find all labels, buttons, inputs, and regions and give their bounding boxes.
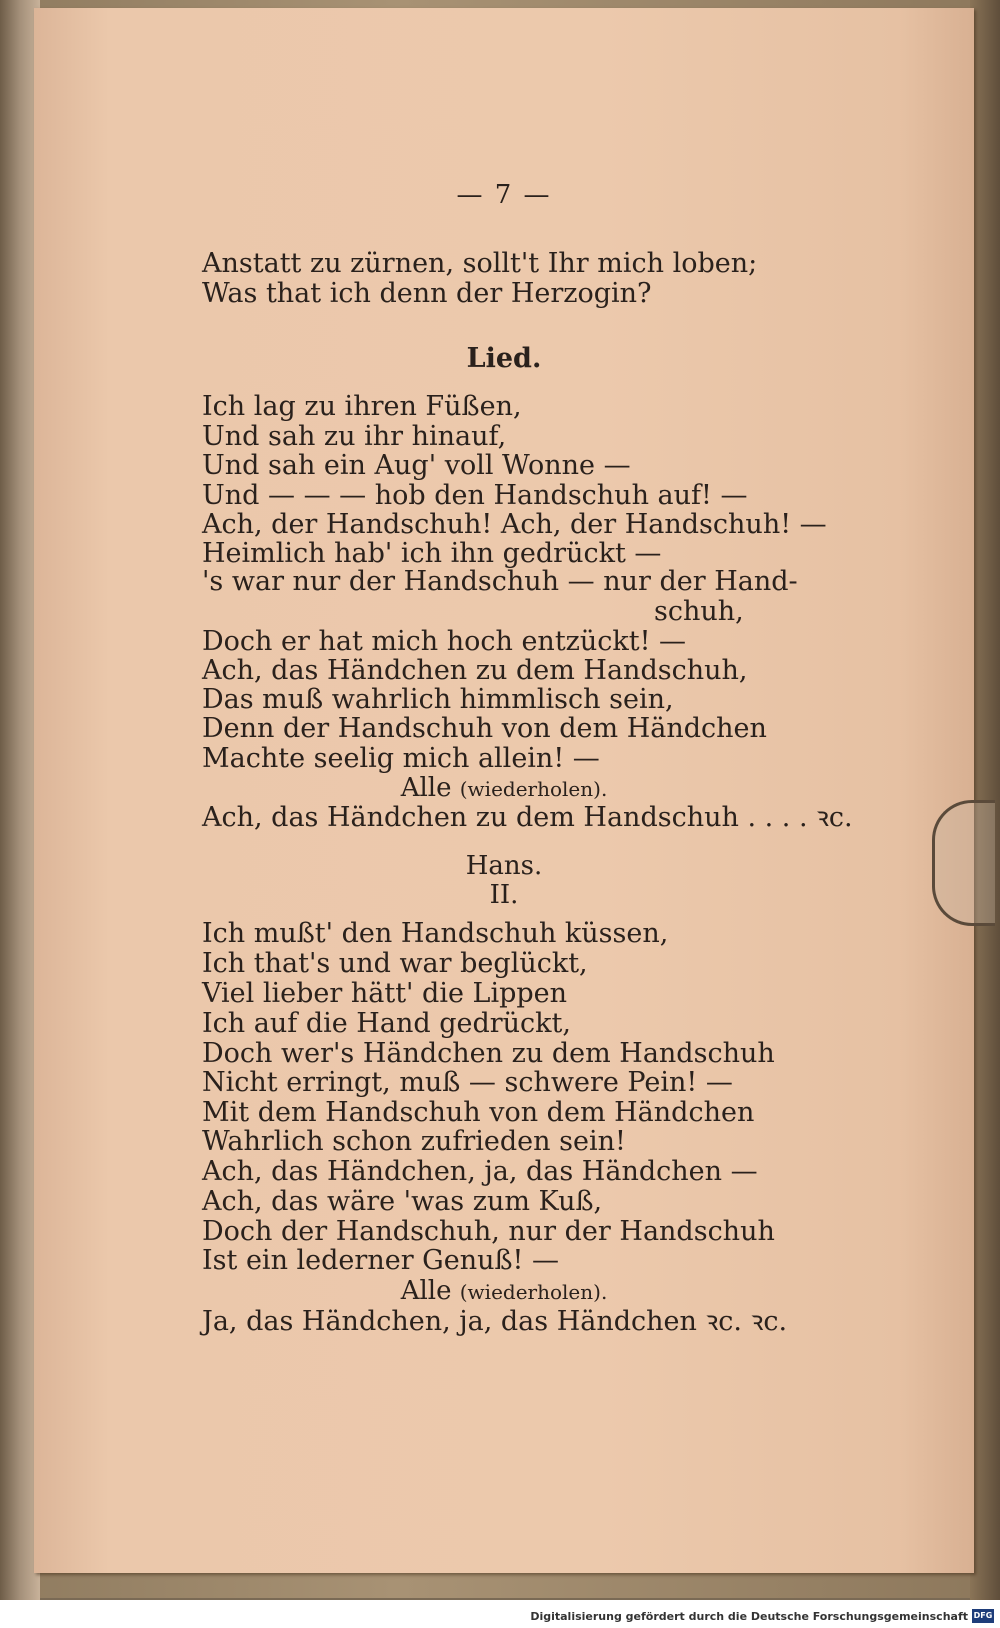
- text-line: Ach, der Handschuh! Ach, der Handschuh! —: [202, 509, 827, 540]
- text-line: Mit dem Handschuh von dem Händchen: [202, 1097, 755, 1128]
- funding-credit: Digitalisierung gefördert durch die Deutsche Forschungsgemeinschaft: [530, 1610, 968, 1623]
- refrain-line: Ach, das Händchen zu dem Handschuh . . . . ꝛc.: [202, 802, 853, 833]
- speaker-name: Hans.: [465, 851, 543, 881]
- text-line: Nicht erringt, muß — schwere Pein! —: [202, 1067, 733, 1098]
- text-line: Ach, das Händchen, ja, das Händchen —: [202, 1156, 758, 1187]
- text-line-continuation: schuh,: [654, 596, 744, 627]
- text-line: Ich mußt' den Handschuh küssen,: [202, 918, 669, 949]
- text-line: Wahrlich schon zufrieden sein!: [202, 1126, 626, 1157]
- dfg-logo: DFG: [972, 1609, 994, 1623]
- stage-direction: [34, 773, 974, 803]
- text-line: Ich that's und war beglückt,: [202, 948, 588, 979]
- text-line: Doch er hat mich hoch entzückt! —: [202, 626, 687, 657]
- section-heading: Lied.: [466, 343, 542, 374]
- text-line: Ich auf die Hand gedrückt,: [202, 1008, 571, 1039]
- stage-direction-note: (wiederholen).: [459, 1280, 608, 1304]
- text-line: Und sah zu ihr hinauf,: [202, 421, 507, 452]
- text-line: Anstatt zu zürnen, sollt't Ihr mich loben;: [202, 248, 758, 279]
- text-line: Und sah ein Aug' voll Wonne —: [202, 450, 631, 481]
- text-line: Heimlich hab' ich ihn gedrückt —: [202, 538, 662, 569]
- refrain-line: Ja, das Händchen, ja, das Händchen ꝛc. ꝛc.: [202, 1306, 788, 1337]
- text-line: Ist ein lederner Genuß! —: [202, 1245, 559, 1276]
- text-line: Das muß wahrlich himmlisch sein,: [202, 684, 674, 715]
- stage-direction-speaker: Alle: [400, 1276, 452, 1306]
- text-line: 's war nur der Handschuh — nur der Hand-: [202, 566, 798, 597]
- verse-number: II.: [489, 880, 519, 910]
- text-line: Ach, das wäre 'was zum Kuß,: [202, 1186, 603, 1217]
- text-line: Machte seelig mich allein! —: [202, 743, 600, 774]
- text-line: Ach, das Händchen zu dem Handschuh,: [202, 655, 748, 686]
- page-text: [34, 8, 974, 1573]
- text-line: Und — — — hob den Handschuh auf! —: [202, 480, 748, 511]
- page-clip: [932, 800, 995, 926]
- text-line: Was that ich denn der Herzogin?: [202, 278, 652, 309]
- book-page: [34, 8, 974, 1573]
- text-line: Ich lag zu ihren Füßen,: [202, 391, 522, 422]
- footer-bar: [0, 1606, 1000, 1628]
- stage-direction-speaker: Alle: [400, 773, 452, 803]
- text-line: Doch wer's Händchen zu dem Handschuh: [202, 1038, 775, 1069]
- page-number: — 7 —: [456, 180, 552, 210]
- text-line: Denn der Handschuh von dem Händchen: [202, 713, 767, 744]
- stage-direction-note: (wiederholen).: [459, 777, 608, 801]
- text-line: Viel lieber hätt' die Lippen: [202, 978, 568, 1009]
- stage-direction: [34, 1276, 974, 1306]
- text-line: Doch der Handschuh, nur der Handschuh: [202, 1216, 775, 1247]
